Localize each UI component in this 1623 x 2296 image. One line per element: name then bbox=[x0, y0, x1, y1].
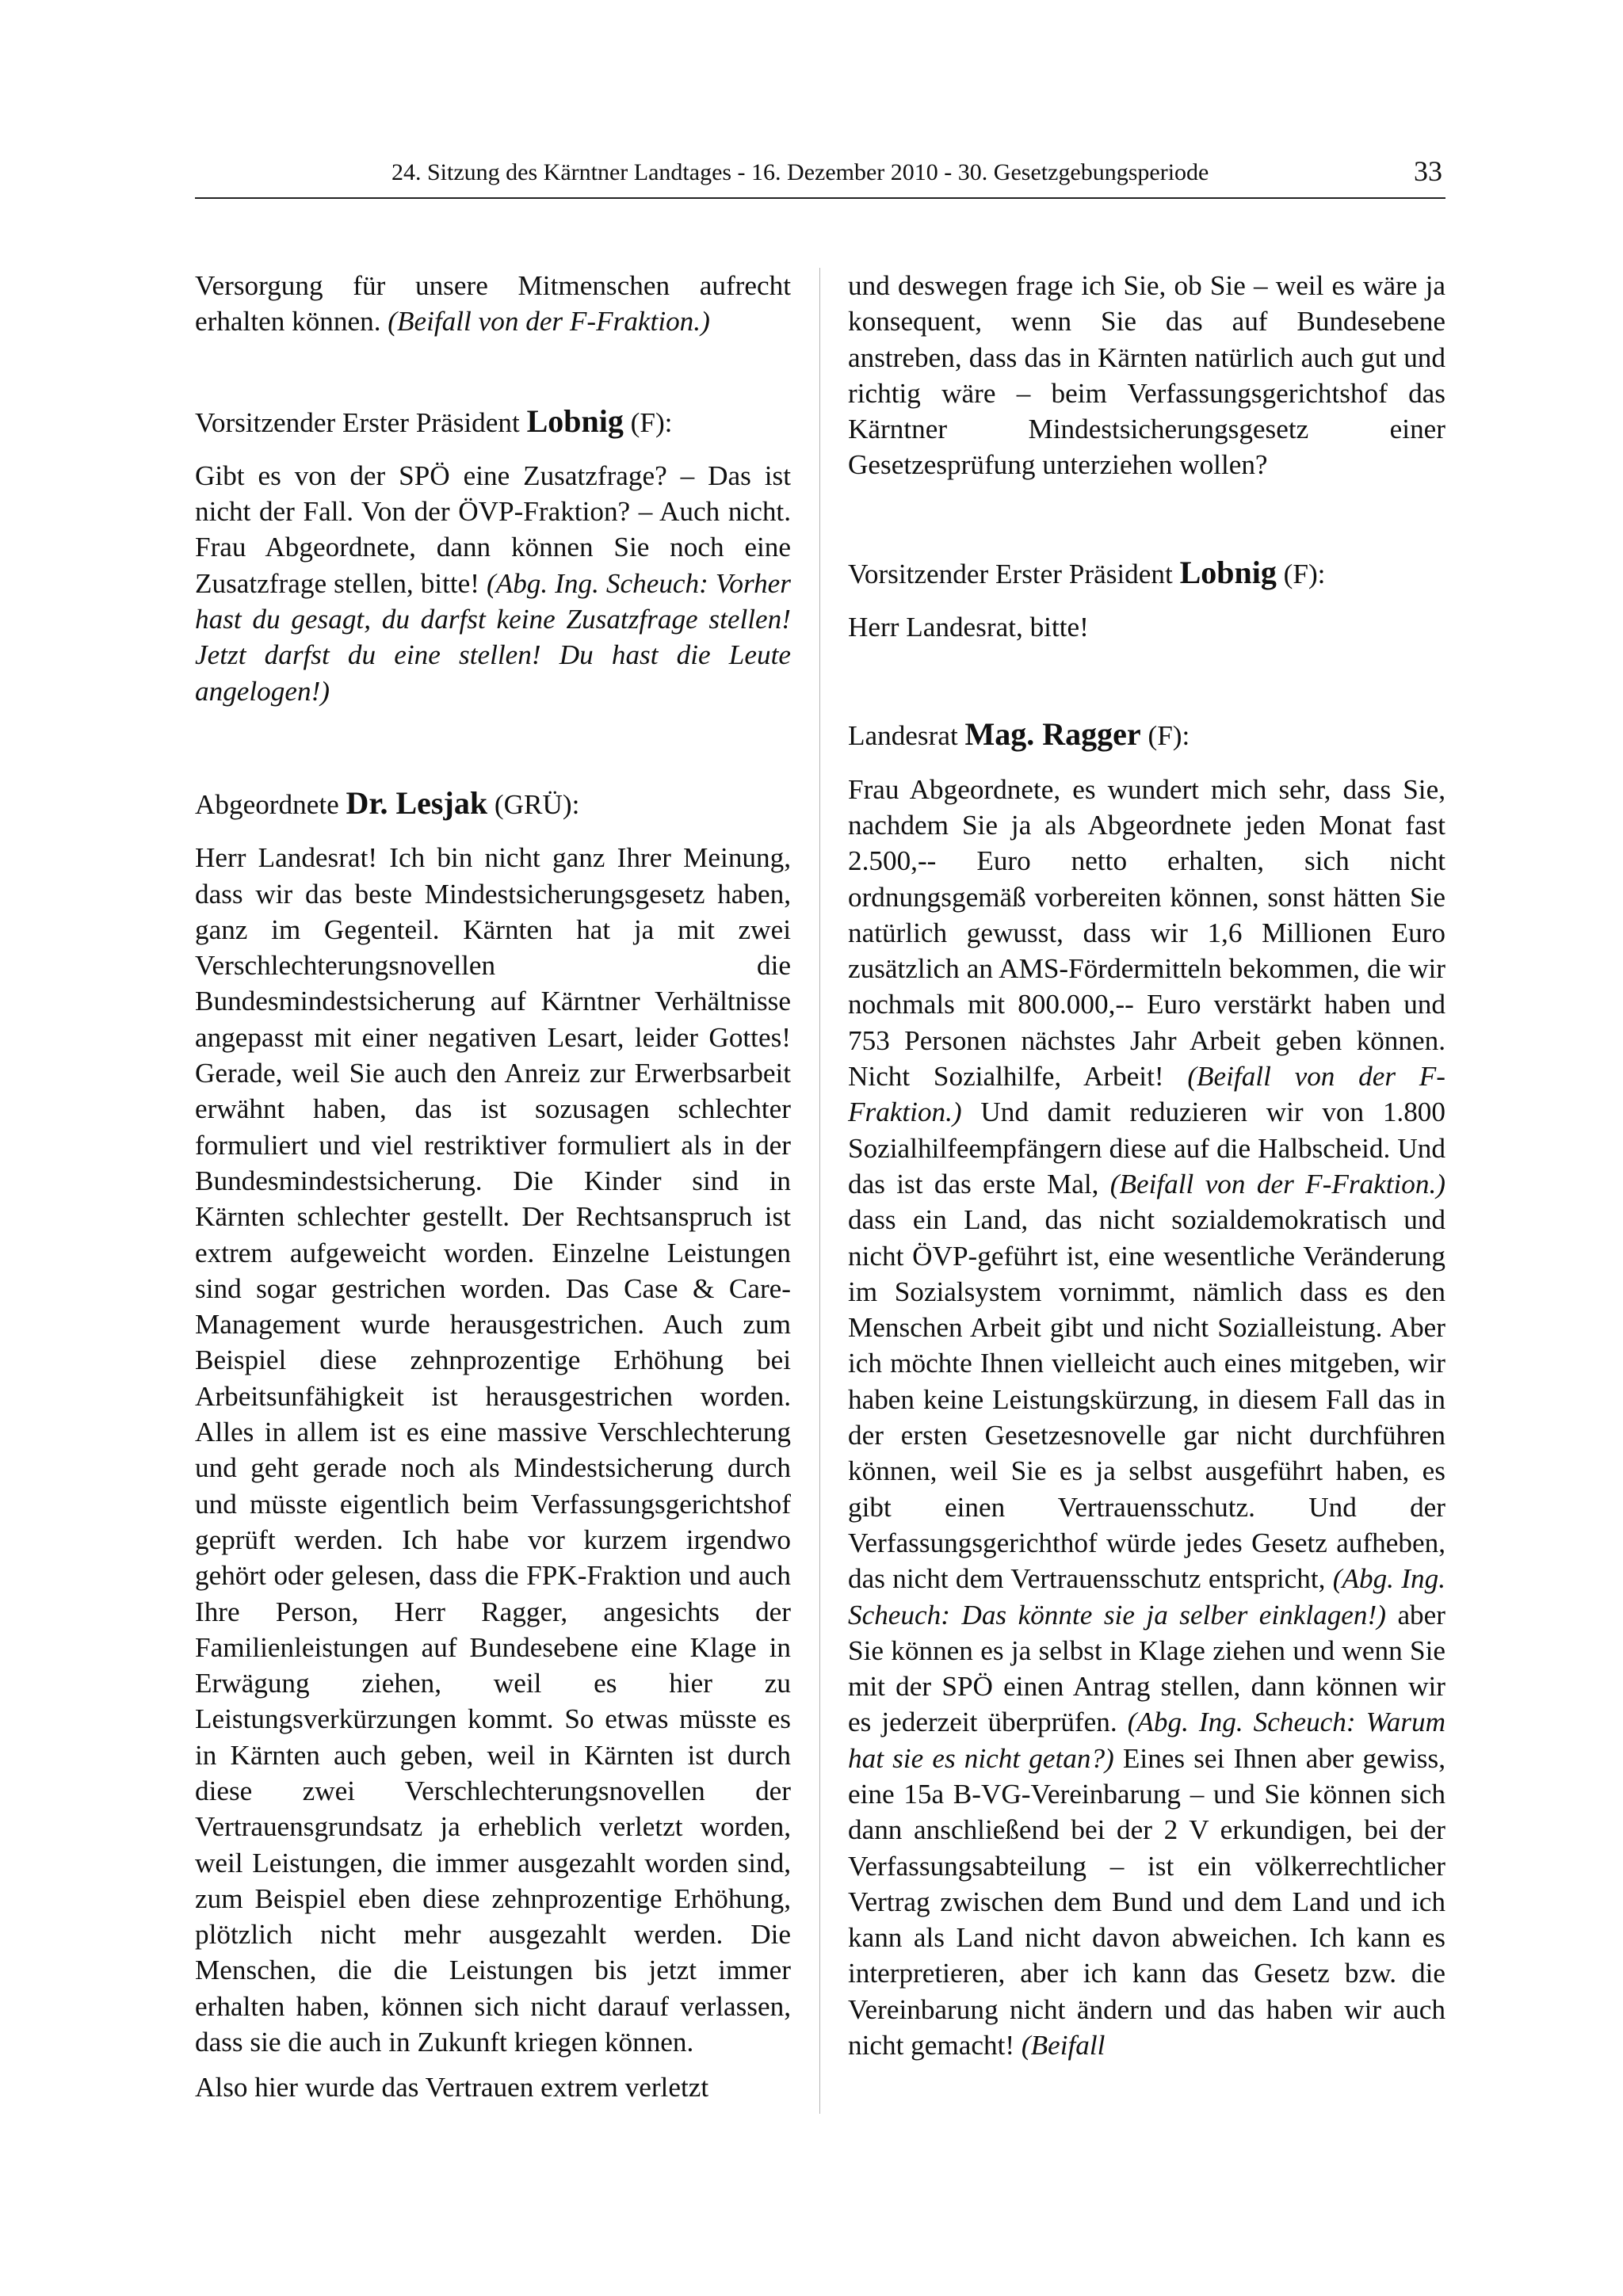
page-header bbox=[195, 155, 1445, 199]
interjection: (Beifall von der F-Fraktion.) bbox=[388, 306, 710, 338]
paragraph bbox=[195, 458, 791, 709]
paragraph bbox=[848, 772, 1445, 2064]
page-number: 33 bbox=[1414, 155, 1442, 187]
speaker-role: Landesrat bbox=[848, 720, 965, 752]
speaker-heading bbox=[195, 785, 791, 822]
left-column bbox=[195, 268, 791, 2106]
speaker-name: Mag. Ragger bbox=[964, 716, 1141, 753]
paragraph: Also hier wurde das Vertrauen extrem verletzt bbox=[195, 2072, 709, 2103]
speaker-heading bbox=[848, 555, 1445, 592]
interjection: (Abg. Ing. Scheuch: Das könnte sie ja selber einklagen!) bbox=[848, 1563, 1445, 1630]
speaker-name: Lobnig bbox=[526, 402, 624, 439]
paragraph-text: Frau Abgeordnete, es wundert mich sehr, dass Sie, nachdem Sie ja als Abgeordnete jeden Monat fast 2.500,-- Euro netto erhalten, sich nicht ordnungsgemäß vorbereiten können, sonst hätten Sie natürlich gewusst, dass wir 1,6 Millionen Euro zusätzlich an AMS-Fördermitteln bekommen, die wir nochmals mit 800.000,-- Euro verstärkt haben und 753 Personen nächstes Jahr Arbeit geben können. Nicht Sozialhilfe, Arbeit! bbox=[848, 773, 1445, 1093]
interjection: (Abg. Ing. Scheuch: Vorher hast du gesagt, du darfst keine Zusatzfrage stellen! Jetzt darfst du eine stellen! Du hast die Leute angelogen!) bbox=[195, 567, 791, 707]
speaker-party: (F): bbox=[623, 406, 673, 438]
speaker-party: (GRÜ): bbox=[487, 788, 580, 820]
speaker-heading bbox=[195, 403, 791, 441]
paragraph-text: Eines sei Ihnen aber gewiss, eine 15a B-VG-Vereinbarung – und Sie können sich dann anschließend bei der 2 V erkundigen, bei der Verfassungsabteilung – ist ein völkerrechtlicher Vertrag zwischen dem Bund und dem Land und ich kann als Land nicht davon abweichen. Ich kann es interpretieren, aber ich kann das Gesetz bzw. die Vereinbarung nicht ändern und das haben wir auch nicht gemacht! bbox=[848, 1742, 1445, 2061]
speaker-party: (F): bbox=[1140, 720, 1190, 752]
paragraph: Herr Landesrat! Ich bin nicht ganz Ihrer Meinung, dass wir das beste Mindestsicherungsgesetz haben, ganz im Gegenteil. Kärnten hat ja mit zwei Verschlechterungsnovellen die Bundesmindestsicherung auf Kärntner Verhältnisse angepasst mit einer negativen Lesart, leider Gottes! Gerade, weil Sie auch den Anreiz zur Erwerbsarbeit erwähnt haben, das ist sozusagen schlechter formuliert und viel restriktiver formuliert als in der Bundesmindestsicherung. Die Kinder sind in Kärnten schlechter gestellt. Der Rechtsanspruch ist extrem aufgeweicht worden. Einzelne Leistungen sind sogar gestrichen worden. Das Case & Care-Management wurde herausgestrichen. Auch zum Beispiel diese zehnprozentige Erhöhung bei Arbeitsunfähigkeit ist herausgestrichen worden. Alles in allem ist es eine massive Verschlechterung und geht gerade noch als Mindestsicherung durch und müsste eigentlich beim Verfassungsgerichtshof geprüft werden. Ich habe vor kurzem irgendwo gehört oder gelesen, dass die FPK-Fraktion und auch Ihre Person, Herr Ragger, angesichts der Familienleistungen auf Bundesebene eine Klage in Erwägung ziehen, weil es hier zu Leistungsverkürzungen kommt. So etwas müsste es in Kärnten auch geben, weil in Kärnten ist durch diese zwei Verschlechterungsnovellen der Vertrauensgrundsatz ja erheblich verletzt worden, weil Leistungen, die immer ausgezahlt worden sind, zum Beispiel eben diese zehnprozentige Erhöhung, plötzlich nicht mehr ausgezahlt werden. Die Menschen, die die Leistungen bis jetzt immer erhalten haben, können sich nicht darauf verlassen, dass sie die auch in Zukunft kriegen können. bbox=[195, 842, 791, 2058]
speaker-name: Dr. Lesjak bbox=[346, 784, 488, 821]
paragraph-text: Versorgung für unsere Mitmenschen aufrecht erhalten können. bbox=[195, 270, 791, 338]
right-column bbox=[848, 268, 1445, 2063]
paragraph-text: aber Sie können es ja selbst in Klage ziehen und wenn Sie mit der SPÖ einen Antrag stellen, dann können wir es jederzeit überprüfen. bbox=[848, 1599, 1445, 1738]
speaker-role: Abgeordnete bbox=[195, 788, 346, 820]
interjection: (Beifall von der F-Fraktion.) bbox=[1109, 1168, 1445, 1199]
paragraph bbox=[195, 268, 791, 340]
paragraph-text: Gibt es von der SPÖ eine Zusatzfrage? – Das ist nicht der Fall. Von der ÖVP-Fraktion? – Auch nicht. Frau Abgeordnete, dann können Sie noch eine Zusatzfrage stellen, bitte! bbox=[195, 460, 791, 599]
paragraph: Herr Landesrat, bitte! bbox=[848, 612, 1089, 643]
header-title: 24. Sitzung des Kärntner Landtages - 16. Dezember 2010 - 30. Gesetzgebungsperiode bbox=[391, 159, 1209, 185]
speaker-party: (F): bbox=[1276, 558, 1326, 589]
speaker-role: Vorsitzender Erster Präsident bbox=[195, 406, 527, 438]
paragraph: und deswegen frage ich Sie, ob Sie – weil es wäre ja konsequent, wenn Sie das auf Bundesebene anstreben, dass das in Kärnten natürlich auch gut und richtig wäre – beim Verfassungsgerichtshof das Kärntner Mindestsicherungsgesetz einer Gesetzesprüfung unterziehen wollen? bbox=[848, 270, 1445, 481]
interjection: (Abg. Ing. Scheuch: Warum hat sie es nicht getan?) bbox=[848, 1707, 1446, 1774]
speaker-role: Vorsitzender Erster Präsident bbox=[848, 558, 1180, 589]
column-divider bbox=[819, 268, 820, 2114]
paragraph-text: dass ein Land, das nicht sozialdemokratisch und nicht ÖVP-geführt ist, eine wesentliche Veränderung im Sozialsystem vornimmt, nämlich dass es den Menschen Arbeit gibt und nicht Sozialleistung. Aber ich möchte Ihnen vielleicht auch eines mitgeben, wir haben keine Leistungskürzung, in diesem Fall das in der ersten Gesetzesnovelle gar nicht durchführen können, weil Sie es ja selbst ausgeführt haben, es gibt einen Vertrauensschutz. Und der Verfassungsgerichthof würde jedes Gesetz aufheben, das nicht dem Vertrauensschutz entspricht, bbox=[848, 1204, 1445, 1595]
speaker-name: Lobnig bbox=[1179, 554, 1277, 590]
speaker-heading bbox=[848, 716, 1445, 753]
paragraph-text: Und damit reduzieren wir von 1.800 Sozialhilfeempfängern diese auf die Halbscheid. Und das ist das erste Mal, bbox=[848, 1097, 1445, 1199]
interjection: (Beifall bbox=[1021, 2030, 1106, 2061]
interjection: (Beifall von der F-Fraktion.) bbox=[848, 1061, 1445, 1128]
